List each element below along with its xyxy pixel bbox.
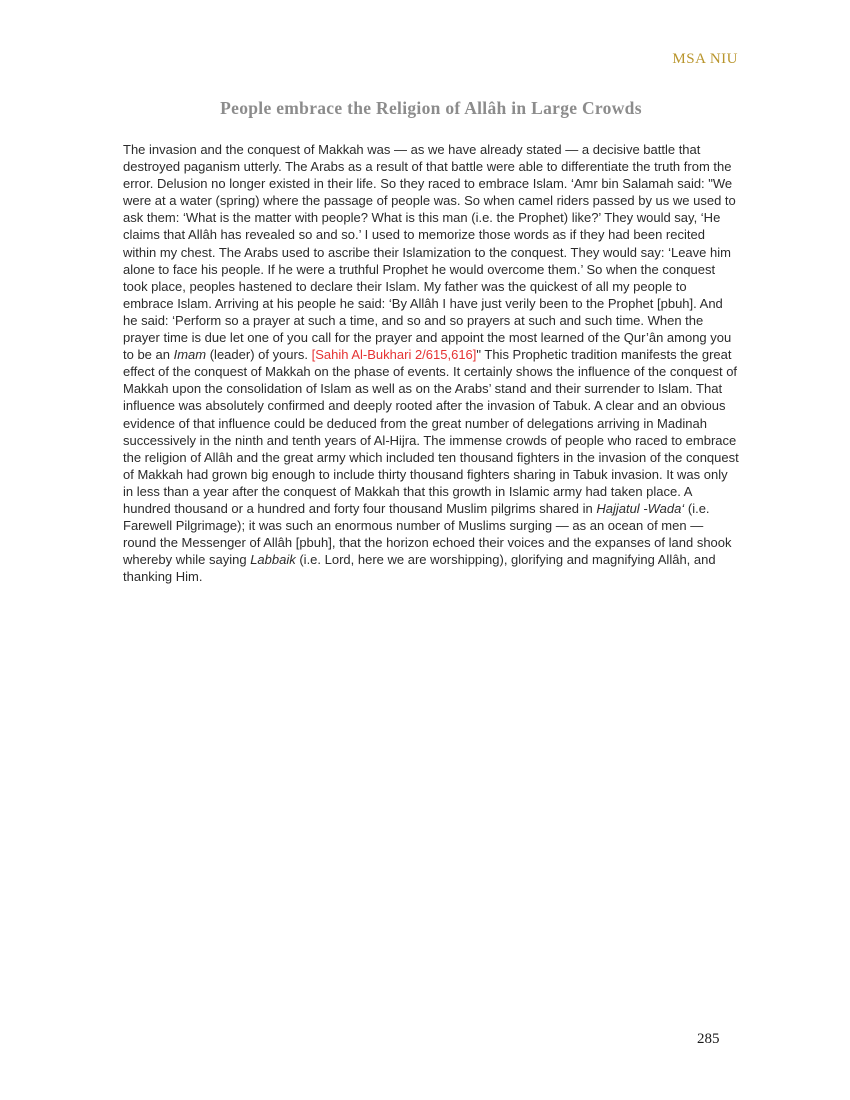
text-segment: Labbaik xyxy=(250,552,296,568)
text-segment: " This Prophetic tradition manifests the great effect of the conquest of Makkah on the phase of events. It certainly shows the influence of the conquest of Makkah upon the consolidation of Islam as well as on the Arabs’ stand and their surrender to Islam. That influence was absolutely confirmed and deeply rooted after the invasion of Tabuk. A clear and an obvious evidence of that influence could be deduced from the great number of delegations arriving in Madinah successively in the ninth and tenth years of Al-Hijra. The immense crowds of people who raced to embrace the religion of Allâh and the great army which included ten thousand fighters in the invasion of the conquest of Makkah had grown big enough to include thirty thousand fighters sharing in Tabuk invasion. It was only in less than a year after the conquest of Makkah that this growth in Islamic army had taken place. A hundred thousand or a hundred and forty four thousand Muslim pilgrims shared in xyxy=(123,347,739,516)
header-watermark: MSA NIU xyxy=(672,51,738,67)
citation-reference: [Sahih Al-Bukhari 2/615,616] xyxy=(311,347,477,363)
page-number: 285 xyxy=(697,1031,720,1047)
page-title: People embrace the Religion of Allâh in Large Crowds xyxy=(220,98,642,118)
text-segment: (leader) of yours. xyxy=(206,347,312,363)
text-segment: The invasion and the conquest of Makkah was — as we have already stated — a decisive battle that destroyed paganism utterly. The Arabs as a result of that battle were able to differentiate the truth from the error. Delusion no longer existed in their life. So they raced to embrace Islam. ‘Amr bin Salamah said: "We were at a water (spring) where the passage of people was. So when camel riders passed by us we used to ask them: ‘What is the matter with people? What is this man (i.e. the Prophet) like?’ They would say, ‘He claims that Allâh has revealed so and so.’ I used to memorize those words as if they had been recited within my chest. The Arabs used to ascribe their Islamization to the conquest. They would say: ‘Leave him alone to face his people. If he were a truthful Prophet he would overcome them.’ So when the conquest took place, peoples hastened to declare their Islam. My father was the quickest of all my people to embrace Islam. Arriving at his people he said: ‘By Allâh I have just verily been to the Prophet [pbuh]. And he said: ‘Perform so a prayer at such a time, and so and so prayers at such and such time. When the prayer time is due let one of you call for the prayer and appoint the most learned of the Qur’ân among you to be an xyxy=(123,142,736,363)
text-segment: Imam xyxy=(173,347,207,363)
body-paragraph xyxy=(123,141,740,585)
text-segment: Hajjatul -Wada‘ xyxy=(596,500,685,516)
text-segment: (i.e. Lord, here we are worshipping), glorifying and magnifying Allâh, and thanking Him. xyxy=(123,552,716,585)
text-segment: (i.e. Farewell Pilgrimage); it was such an enormous number of Muslims surging — as an ocean of men — round the Messenger of Allâh [pbuh], that the horizon echoed their voices and the expanses of land shook whereby while saying xyxy=(123,500,732,568)
